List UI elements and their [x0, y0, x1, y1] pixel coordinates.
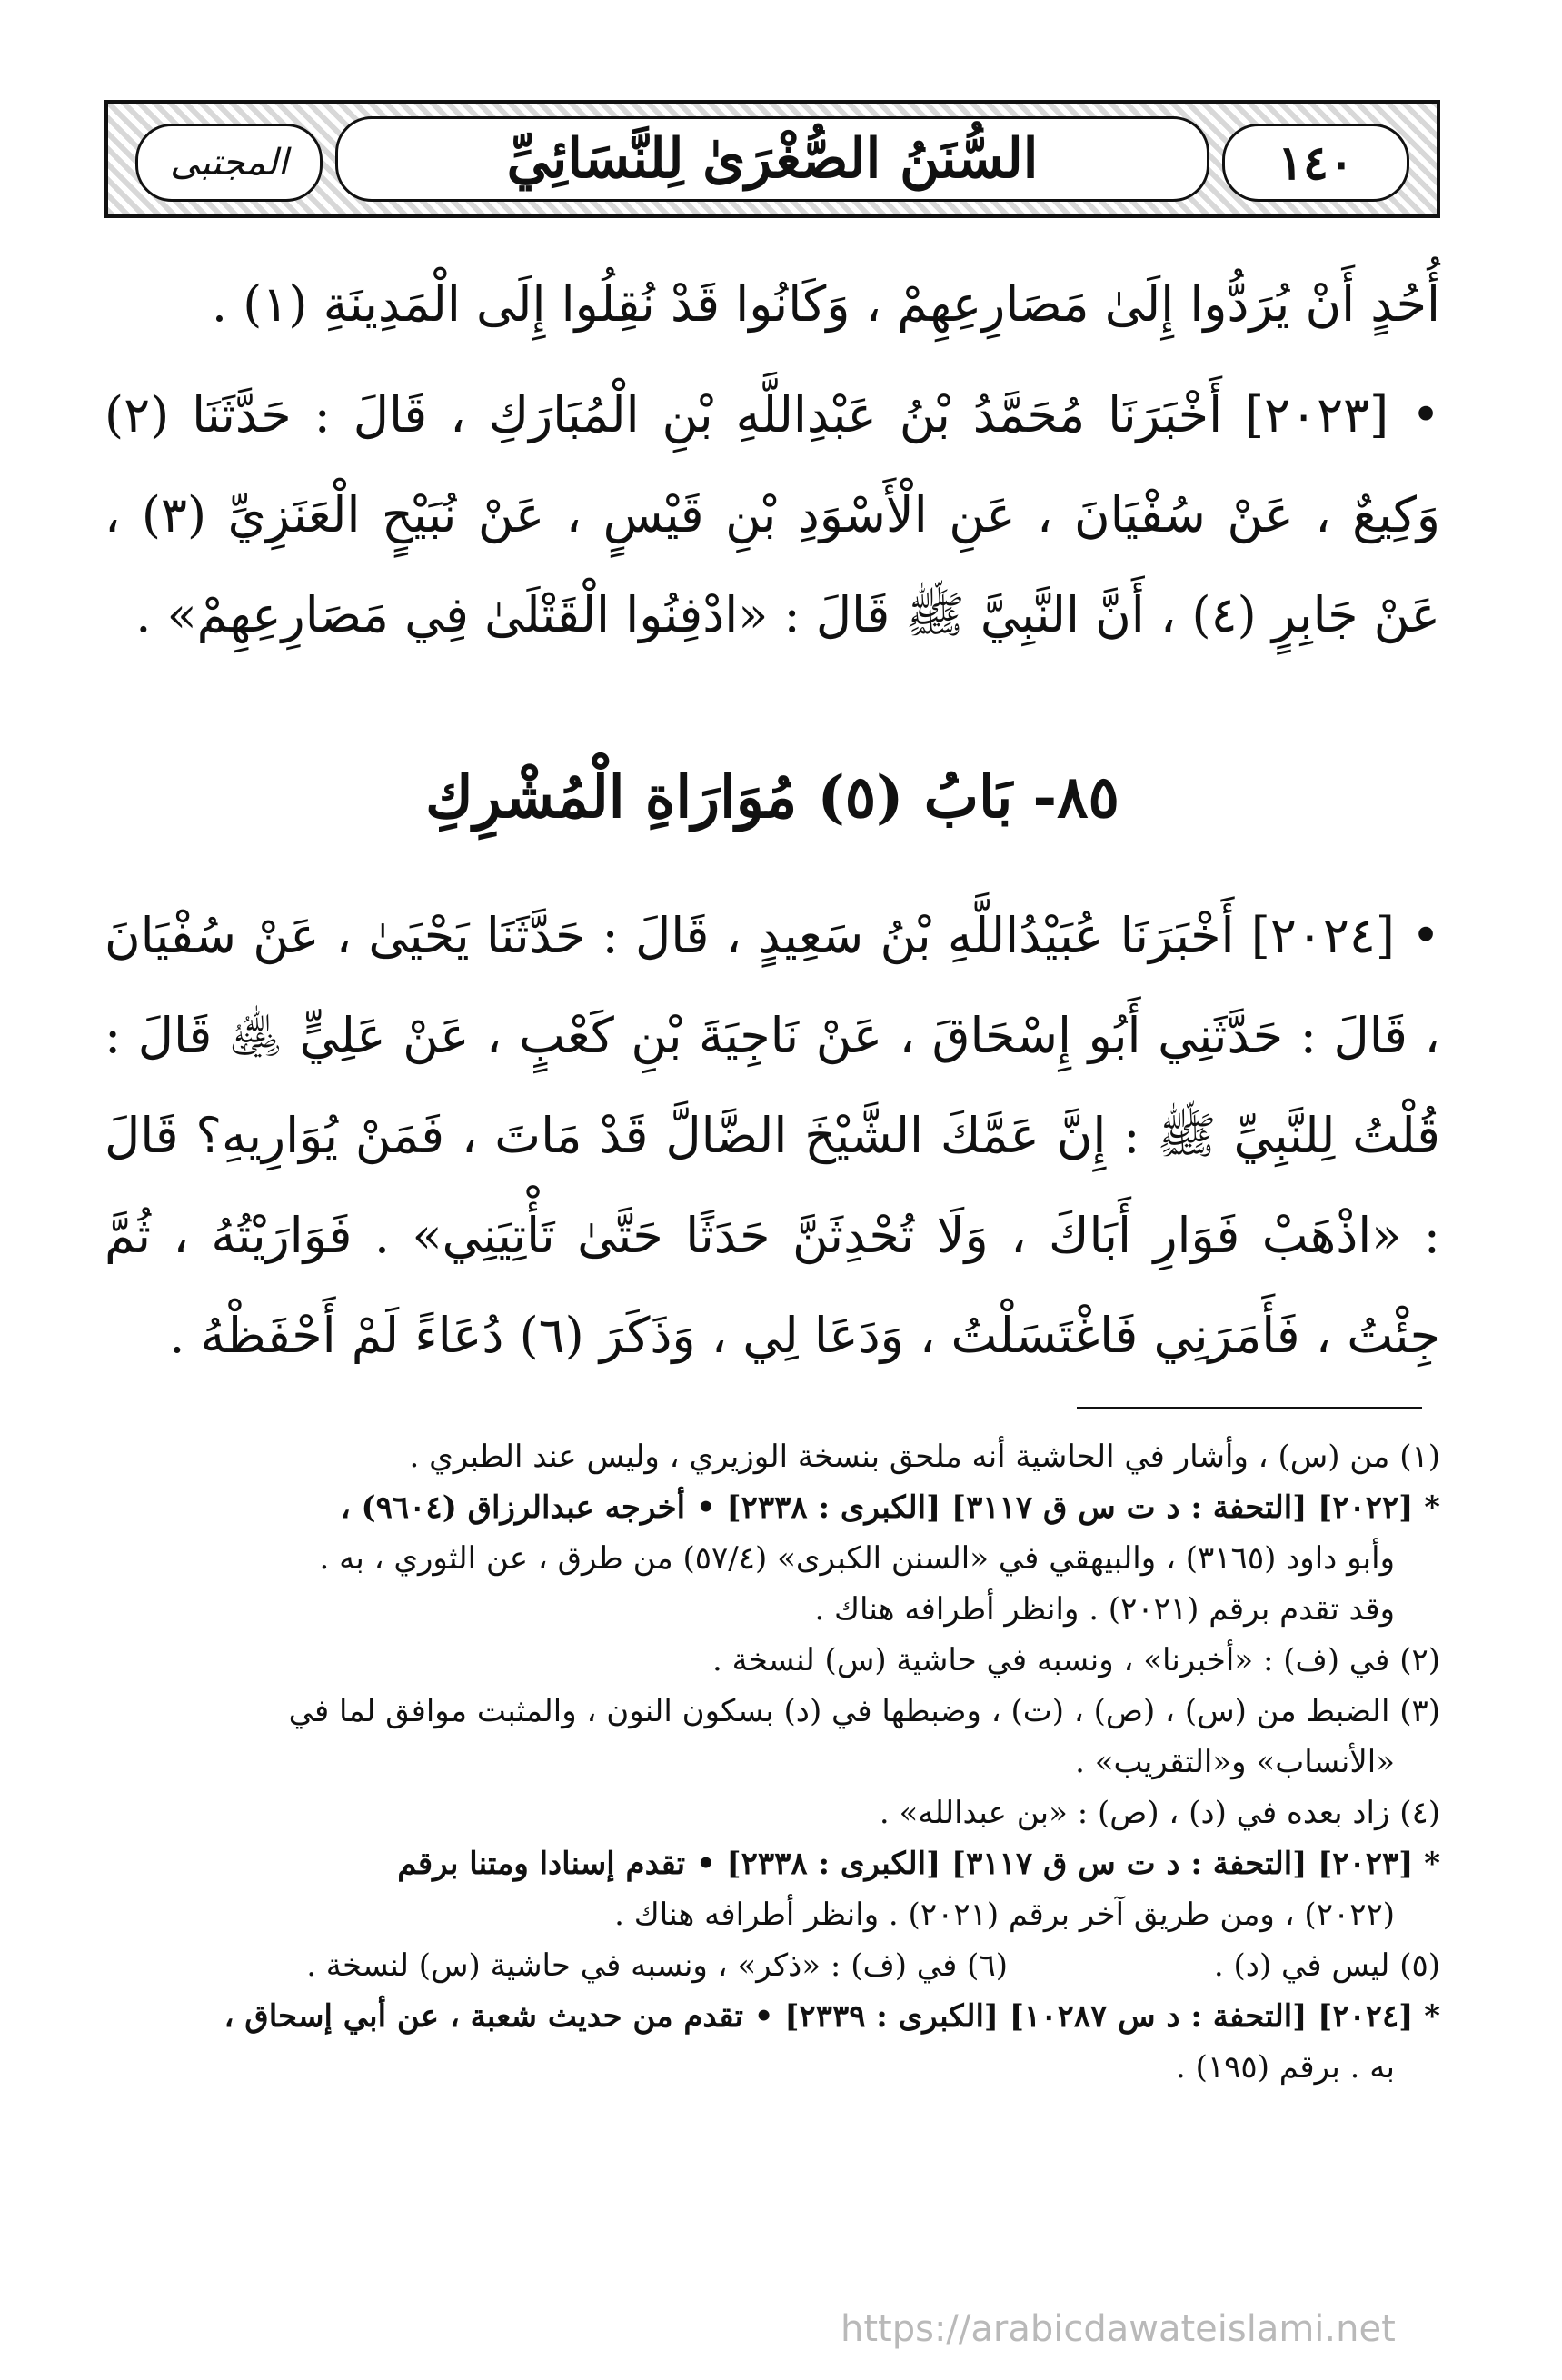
book-title: السُّنَنُ الصُّغْرَىٰ لِلنَّسَائِيِّ [506, 127, 1039, 191]
text-line-top: أُحُدٍ أَنْ يُرَدُّوا إِلَىٰ مَصَارِعِهِمْ ، وَكَانُوا قَدْ نُقِلُوا إِلَى الْمَدِينَةِ (١) . [211, 275, 1440, 333]
footnote-3-cont: «الأنساب» و«التقريب» . [1075, 1744, 1395, 1780]
takhrij-2023: * [٢٠٢٣] [التحفة : د ت س ق ٣١١٧] [الكبرى : ٢٣٣٨] • تقدم إسنادا ومتنا برقم [397, 1846, 1440, 1882]
page-number: ١٤٠ [1222, 124, 1409, 202]
chapter-heading: ٨٥- بَابُ (٥) مُوَارَاةِ الْمُشْرِكِ [425, 763, 1119, 832]
book-logo: المجتبى [135, 124, 323, 202]
footnote-1: (١) من (س) ، وأشار في الحاشية أنه ملحق بنسخة الوزيري ، وليس عند الطبري . [409, 1439, 1440, 1475]
footnote-5-6: (٥) ليس في (د) . (٦) في (ف) : «ذكر» ، ونسبه في حاشية (س) لنسخة . [306, 1947, 1440, 1984]
footnote-4: (٤) زاد بعده في (د) ، (ص) : «بن عبدالله» . [879, 1795, 1440, 1831]
main-text-bottom [104, 886, 1440, 1386]
watermark-url: https://arabicdawateislami.net [841, 2308, 1396, 2350]
takhrij-2022-ref: وقد تقدم برقم (٢٠٢١) . وانظر أطرافه هناك . [814, 1591, 1395, 1628]
takhrij-2024: * [٢٠٢٤] [التحفة : د س ١٠٢٨٧] [الكبرى : ٢٣٣٩] • تقدم من حديث شعبة ، عن أبي إسحاق ، [224, 1998, 1440, 2035]
page-header [104, 100, 1440, 218]
footnote-divider [1077, 1407, 1422, 1409]
takhrij-2022-cont: وأبو داود (٣١٦٥) ، والبيهقي في «السنن الكبرى» (٥٧/٤) من طرق ، عن الثوري ، به . [319, 1540, 1395, 1577]
footnote-2: (٢) في (ف) : «أخبرنا» ، ونسبه في حاشية (س) لنسخة . [712, 1642, 1440, 1678]
footnote-3: (٣) الضبط من (س) ، (ص) ، (ت) ، وضبطها في (د) بسكون النون ، والمثبت موافق لما في [288, 1693, 1440, 1729]
hadith-2023: • [٢٠٢٣] أَخْبَرَنَا مُحَمَّدُ بْنُ عَبْدِاللَّهِ بْنِ الْمُبَارَكِ ، قَالَ : حَدَّثَنَا (٢) وَكِيعٌ ، عَنْ سُفْيَانَ ، عَنِ الْأَسْوَدِ بْنِ قَيْسٍ ، عَنْ نُبَيْحٍ الْعَنَزِيِّ (٣) ، عَنْ جَابِرٍ (٤) ، أَنَّ النَّبِيَّ ﷺ قَالَ : «ادْفِنُوا الْقَتْلَىٰ فِي مَصَارِعِهِمْ» . [104, 386, 1440, 643]
takhrij-2023-cont: (٢٠٢٢) ، ومن طريق آخر برقم (٢٠٢١) . وانظر أطرافه هناك . [614, 1897, 1395, 1933]
takhrij-2022: * [٢٠٢٢] [التحفة : د ت س ق ٣١١٧] [الكبرى : ٢٣٣٨] • أخرجه عبدالرزاق (٩٦٠٤) ، [340, 1489, 1440, 1526]
takhrij-2024-cont: به . برقم (١٩٥) . [1176, 2049, 1395, 2086]
footnotes [104, 1431, 1440, 2093]
header-title-frame [335, 116, 1209, 202]
main-text-top [104, 254, 1440, 665]
hadith-2024: • [٢٠٢٤] أَخْبَرَنَا عُبَيْدُاللَّهِ بْنُ سَعِيدٍ ، قَالَ : حَدَّثَنَا يَحْيَىٰ ، عَنْ سُفْيَانَ ، قَالَ : حَدَّثَنِي أَبُو إِسْحَاقَ ، عَنْ نَاجِيَةَ بْنِ كَعْبٍ ، عَنْ عَلِيٍّ ﵁ قَالَ : قُلْتُ لِلنَّبِيِّ ﷺ : إِنَّ عَمَّكَ الشَّيْخَ الضَّالَّ قَدْ مَاتَ ، فَمَنْ يُوَارِيهِ؟ قَالَ : «اذْهَبْ فَوَارِ أَبَاكَ ، وَلَا تُحْدِثَنَّ حَدَثًا حَتَّىٰ تَأْتِيَنِي» . فَوَارَيْتُهُ ، ثُمَّ جِئْتُ ، فَأَمَرَنِي فَاغْتَسَلْتُ ، وَدَعَا لِي ، وَذَكَرَ (٦) دُعَاءً لَمْ أَحْفَظْهُ . [104, 907, 1440, 1364]
